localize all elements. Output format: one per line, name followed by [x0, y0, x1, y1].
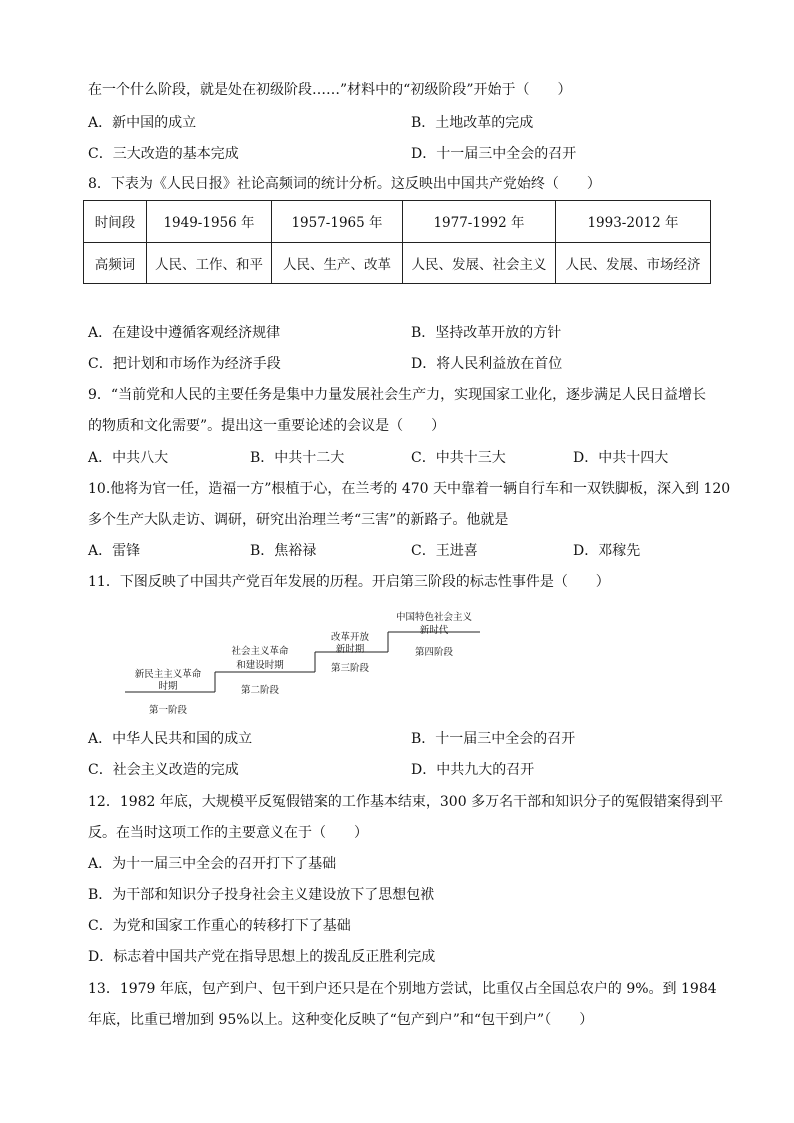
stage3-name-line2: 新时期 [335, 644, 365, 655]
q13-stem-line1: 13．1979 年底，包产到户、包干到户还只是在个别地方尝试，比重仅占全国总农户的 9%。到 1984 [88, 981, 717, 997]
q11-stem: 11．下图反映了中国共产党百年发展的历程。开启第三阶段的标志性事件是（ ） [88, 574, 610, 590]
q9-option-b: B．中共十二大 [250, 450, 345, 466]
q11-option-b: B．十一届三中全会的召开 [411, 731, 576, 747]
q12-option-a: A．为十一届三中全会的召开打下了基础 [88, 856, 337, 872]
q9-option-c: C．中共十三大 [411, 450, 506, 466]
q9-option-d: D．中共十四大 [573, 450, 669, 466]
q11-option-d: D．中共九大的召开 [411, 762, 535, 778]
q7-option-b: B．土地改革的完成 [411, 115, 534, 131]
stage1-label: 第一阶段 [148, 705, 188, 716]
stage4-label: 第四阶段 [414, 647, 454, 658]
q7-option-c: C．三大改造的基本完成 [88, 146, 239, 162]
stage1-name-line2: 时期 [158, 681, 178, 692]
table-cell: 1957-1965 年 [272, 201, 403, 243]
stage3-label: 第三阶段 [330, 663, 370, 674]
q10-option-a: A．雷锋 [88, 543, 141, 559]
table-cell: 1949-1956 年 [147, 201, 272, 243]
q11-option-c: C．社会主义改造的完成 [88, 762, 239, 778]
q8-option-a: A．在建设中遵循客观经济规律 [88, 325, 281, 341]
table-cell: 人民、生产、改革 [272, 242, 403, 284]
q7-option-a: A．新中国的成立 [88, 115, 197, 131]
q8-table-header-row [84, 201, 711, 243]
q10-stem-line1: 10.他将为官一任，造福一方”根植于心，在兰考的 470 天中靠着一辆自行车和一双铁脚板，深入到 120 [88, 481, 731, 497]
q10-option-d: D．邓稼先 [573, 543, 641, 559]
q8-option-c: C．把计划和市场作为经济手段 [88, 356, 281, 372]
q9-stem-line1: 9．“当前党和人民的主要任务是集中力量发展社会生产力，实现国家工业化，逐步满足人民日益增长 [88, 387, 707, 403]
q9-option-a: A．中共八大 [88, 450, 169, 466]
stage2-label: 第二阶段 [240, 685, 280, 696]
q8-table [83, 200, 711, 284]
stage2-name-line1: 社会主义革命 [231, 646, 289, 657]
q8-option-b: B．坚持改革开放的方针 [411, 325, 562, 341]
q8-option-d: D．将人民利益放在首位 [411, 356, 563, 372]
q7-option-d: D．十一届三中全会的召开 [411, 146, 577, 162]
table-cell: 人民、发展、市场经济 [556, 242, 711, 284]
q12-option-d: D．标志着中国共产党在指导思想上的拨乱反正胜利完成 [88, 949, 436, 965]
stage3-name-line1: 改革开放 [330, 632, 370, 643]
table-cell: 高频词 [84, 242, 147, 284]
stage4-name-line2: 新时代 [419, 625, 449, 636]
q12-option-c: C．为党和国家工作重心的转移打下了基础 [88, 918, 351, 934]
q8-table-row [84, 242, 711, 284]
table-cell: 人民、工作、和平 [147, 242, 272, 284]
q10-stem-line2: 多个生产大队走访、调研，研究出治理兰考“三害”的新路子。他就是 [88, 512, 509, 528]
table-cell: 时间段 [84, 201, 147, 243]
q8-stem: 8．下表为《人民日报》社论高频词的统计分析。这反映出中国共产党始终（ ） [88, 176, 601, 192]
q10-option-b: B．焦裕禄 [250, 543, 317, 559]
stage-steps [125, 632, 480, 692]
table-cell: 1993-2012 年 [556, 201, 711, 243]
q9-stem-line2: 的物质和文化需要”。提出这一重要论述的会议是（ ） [88, 418, 446, 434]
q12-option-b: B．为干部和知识分子投身社会主义建设放下了思想包袱 [88, 887, 435, 903]
q11-option-a: A．中华人民共和国的成立 [88, 731, 253, 747]
table-cell: 人民、发展、社会主义 [403, 242, 556, 284]
q12-stem-line1: 12．1982 年底，大规模平反冤假错案的工作基本结束，300 多万名干部和知识分子的冤假错案得到平 [88, 794, 724, 810]
q13-stem-line2: 年底，比重已增加到 95%以上。这种变化反映了“包产到户”和“包干到户”（ ） [88, 1012, 594, 1028]
q12-stem-line2: 反。在当时这项工作的主要意义在于（ ） [88, 825, 368, 841]
q10-option-c: C．王进喜 [411, 543, 478, 559]
stage1-name-line1: 新民主主义革命 [134, 669, 202, 680]
table-cell: 1977-1992 年 [403, 201, 556, 243]
stage2-name-line2: 和建设时期 [236, 660, 284, 671]
party-history-stage-diagram [120, 605, 500, 720]
stage4-name-line1: 中国特色社会主义 [395, 612, 473, 623]
q7-stem: 在一个什么阶段，就是处在初级阶段……”材料中的“初级阶段”开始于（ ） [88, 82, 572, 98]
